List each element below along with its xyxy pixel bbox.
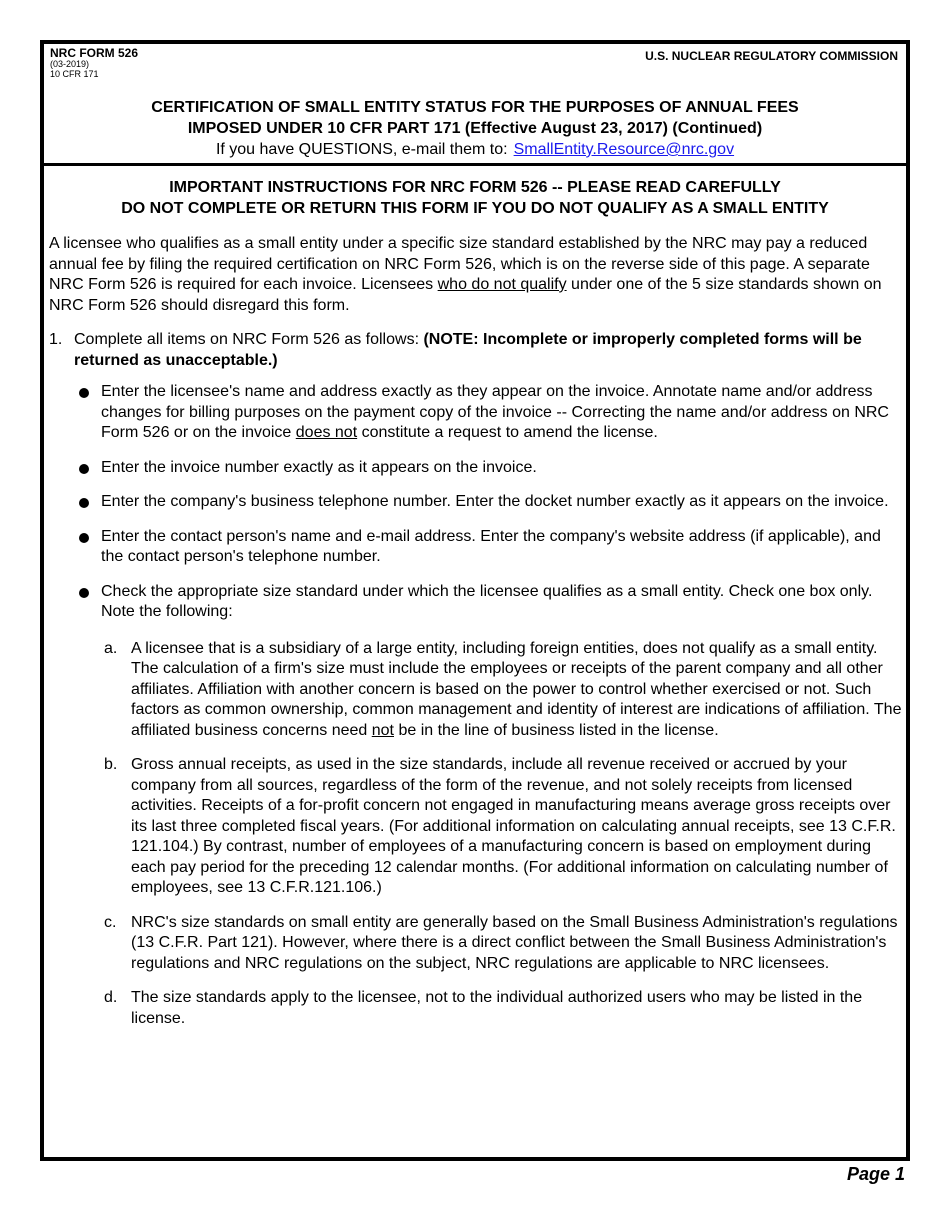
- bullet-item: Enter the invoice number exactly as it appears on the invoice.: [79, 458, 907, 479]
- questions-line: [44, 139, 906, 160]
- agency-name: U.S. NUCLEAR REGULATORY COMMISSION: [645, 49, 898, 63]
- instructions-title-line1: IMPORTANT INSTRUCTIONS FOR NRC FORM 526 -- PLEASE READ CAREFULLY: [169, 179, 781, 196]
- form-title-line1: CERTIFICATION OF SMALL ENTITY STATUS FOR THE PURPOSES OF ANNUAL FEES: [151, 99, 799, 116]
- item-number: 1.: [49, 331, 63, 348]
- numbered-item-1: [49, 330, 907, 371]
- bullet-item: Enter the licensee's name and address exactly as they appear on the invoice. Annotate name and/or address changes for billing purposes on the payment copy of the invoice -- Correcting the name and/or address on NRC Form 526 or on the invoice does not constitute a request to amend the license.: [79, 382, 907, 444]
- form-frame: [40, 40, 910, 1161]
- sub-item-letter: c.: [104, 913, 117, 931]
- form-cfr: 10 CFR 171: [50, 69, 99, 79]
- sub-item-letter: b.: [104, 756, 118, 773]
- bullet-dot-icon: [79, 588, 89, 598]
- form-title: [44, 97, 906, 139]
- sub-item-letter: d.: [104, 989, 118, 1006]
- bullet-item: Enter the contact person's name and e-mail address. Enter the company's website address (if applicable), and the contact person's telephone number.: [79, 527, 907, 568]
- sub-item-d: d. The size standards apply to the licensee, not to the individual authorized users who may be listed in the license.: [104, 988, 907, 1029]
- bullet-item: Check the appropriate size standard under which the licensee qualifies as a small entity. Check one box only. Note the following:: [79, 582, 907, 623]
- bullet-dot-icon: [79, 464, 89, 474]
- form-title-line2: IMPOSED UNDER 10 CFR PART 171 (Effective August 23, 2017) (Continued): [187, 120, 763, 137]
- questions-prefix: If you have QUESTIONS, e-mail them to:: [215, 141, 508, 158]
- form-number: NRC FORM 526: [50, 46, 139, 60]
- form-header: [44, 44, 906, 166]
- bullet-dot-icon: [79, 498, 89, 508]
- instructions-title: [44, 178, 906, 219]
- instructions-title-line2: DO NOT COMPLETE OR RETURN THIS FORM IF YOU DO NOT QUALIFY AS A SMALL ENTITY: [121, 199, 829, 217]
- page-number: Page 1: [846, 1164, 905, 1184]
- form-revision: (03-2019): [50, 59, 90, 69]
- sub-item-b: b. Gross annual receipts, as used in the size standards, include all revenue received or accrued by your company from all sources, regardless of the form of the revenue, and not solely receipts from licensed activities. Receipts of a for-profit concern not engaged in manufacturing means average gross receipts over its last three completed fiscal years. (For additional information on calculating annual receipts, see 13 C.F.R. 121.104.) By contrast, number of employees of a manufacturing concern is based on employment during each pay period for the preceding 12 calendar months. (For additional information on calculating number of employees, see 13 C.F.R.121.106.): [104, 755, 907, 899]
- item-note: (NOTE: Incomplete or improperly completed forms will be returned as unacceptable.): [74, 331, 862, 369]
- form-identifier: [50, 47, 138, 79]
- email-link[interactable]: SmallEntity.Resource@nrc.gov: [513, 141, 735, 158]
- sub-item-letter: a.: [104, 639, 118, 657]
- instructions-body: [49, 234, 907, 1043]
- sub-item-a: a. A licensee that is a subsidiary of a large entity, including foreign entities, does not qualify as a small entity. The calculation of a firm's size must include the employees or receipts of the parent company and all other affiliates. Affiliation with another concern is based on the power to control whether exercised or not. Such factors as common ownership, common management and identity of interest are indications of affiliation. The affiliated business concerns need not be in the line of business listed in the license.: [104, 639, 907, 742]
- bullet-item: Enter the company's business telephone number. Enter the docket number exactly as it appears on the invoice.: [79, 492, 907, 513]
- bullet-dot-icon: [79, 533, 89, 543]
- bullet-dot-icon: [79, 388, 89, 398]
- sub-item-c: c. NRC's size standards on small entity are generally based on the Small Business Administration's regulations (13 C.F.R. Part 121). However, where there is a direct conflict between the Small Business Administration's regulations and NRC regulations on the subject, NRC regulations are applicable to NRC licensees.: [104, 913, 907, 975]
- intro-paragraph: A licensee who qualifies as a small entity under a specific size standard established by the NRC may pay a reduced annual fee by filing the required certification on NRC Form 526, which is on the reverse side of this page. A separate NRC Form 526 is required for each invoice. Licensees who do not qualify under one of the 5 size standards shown on NRC Form 526 should disregard this form.: [49, 235, 882, 314]
- item-text: Complete all items on NRC Form 526 as follows: (NOTE: Incomplete or improperly completed forms will be returned as unacceptable.): [74, 331, 862, 369]
